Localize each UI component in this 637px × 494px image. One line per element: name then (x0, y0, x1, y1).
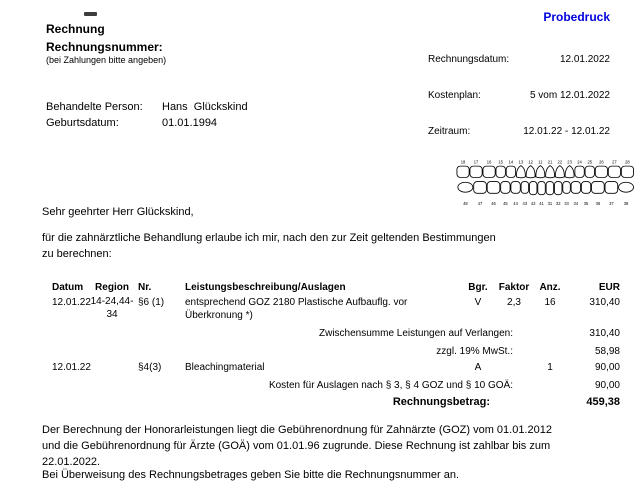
subtotal-value: 310,40 (589, 328, 620, 339)
svg-text:23: 23 (567, 159, 572, 165)
svg-text:35: 35 (583, 201, 589, 207)
row2-datum: 12.01.22 (52, 362, 91, 373)
birthdate-label: Geburtsdatum: (46, 117, 119, 129)
period-value: 12.01.22 - 12.01.22 (523, 126, 610, 137)
row2-bgr: A (474, 362, 482, 373)
page-title: Rechnung (46, 22, 105, 36)
row2-eur: 90,00 (594, 362, 620, 373)
subtotal-label: Zwischensumme Leistungen auf Verlangen: (318, 328, 513, 339)
invoice-date-label: Rechnungsdatum: (428, 54, 510, 65)
vat-value: 58,98 (594, 346, 620, 357)
row2-nr: §4(3) (138, 362, 162, 373)
svg-text:41: 41 (539, 201, 544, 207)
row2-leistung: Bleachingmaterial (185, 362, 265, 373)
row1-region: 14-24,44-34 (90, 296, 134, 320)
col-header-anz: Anz. (539, 282, 561, 293)
dental-chart (456, 156, 634, 210)
patient-name: Hans Glückskind (162, 101, 248, 113)
svg-text:21: 21 (547, 159, 553, 165)
svg-text:36: 36 (595, 201, 601, 207)
row1-eur: 310,40 (589, 297, 620, 308)
col-header-leistung: Leistungsbeschreibung/Auslagen (185, 282, 346, 293)
svg-text:33: 33 (564, 201, 569, 207)
intro-line2: zu berechnen: (42, 248, 112, 260)
svg-text:24: 24 (577, 159, 582, 165)
row1-datum: 12.01.22 (52, 297, 91, 308)
svg-text:34: 34 (573, 201, 579, 207)
probedruck-watermark: Probedruck (543, 10, 610, 24)
print-artifact-mark (84, 12, 97, 16)
svg-text:22: 22 (557, 159, 563, 165)
period-label: Zeitraum: (428, 126, 471, 137)
outlays-label: Kosten für Auslagen nach § 3, § 4 GOZ und § 10 GOÄ: (268, 380, 513, 391)
col-header-region: Region (95, 282, 129, 293)
svg-text:27: 27 (612, 159, 617, 165)
svg-text:28: 28 (625, 159, 630, 165)
invoice-number-hint: (bei Zahlungen bitte angeben) (46, 55, 167, 65)
total-label: Rechnungsbetrag: (392, 396, 490, 408)
svg-text:38: 38 (623, 201, 629, 207)
row1-faktor: 2,3 (507, 297, 521, 308)
svg-text:25: 25 (587, 159, 593, 165)
svg-text:31: 31 (547, 201, 553, 207)
birthdate-value: 01.01.1994 (162, 117, 218, 129)
costplan-value: 5 vom 12.01.2022 (529, 90, 610, 101)
svg-text:47: 47 (477, 201, 483, 207)
total-value: 459,38 (586, 396, 620, 408)
patient-label: Behandelte Person: (46, 101, 143, 113)
col-header-datum: Datum (52, 282, 84, 293)
svg-text:32: 32 (555, 201, 561, 207)
salutation: Sehr geehrter Herr Glückskind, (42, 206, 194, 218)
col-header-faktor: Faktor (498, 282, 530, 293)
row1-leistung: entsprechend GOZ 2180 Plastische Aufbauflg. vor Überkronung *) (185, 297, 408, 321)
svg-text:44: 44 (513, 201, 518, 207)
vat-label: zzgl. 19% MwSt.: (436, 346, 513, 357)
outlays-value: 90,00 (594, 380, 620, 391)
svg-text:48: 48 (463, 201, 468, 207)
row1-nr: §6 (1) (138, 297, 165, 308)
svg-text:37: 37 (609, 201, 614, 207)
svg-text:16: 16 (486, 159, 492, 165)
svg-text:46: 46 (491, 201, 496, 207)
footer-line3: 22.01.2022. (42, 456, 101, 468)
svg-text:14: 14 (508, 159, 514, 165)
invoice-number-label: Rechnungsnummer: (46, 40, 163, 54)
svg-text:18: 18 (460, 159, 466, 165)
intro-line1: für die zahnärztliche Behandlung erlaube ich mir, nach den zur Zeit geltenden Bestimmungen (42, 232, 496, 244)
svg-text:15: 15 (498, 159, 503, 165)
col-header-nr: Nr. (138, 282, 152, 293)
svg-text:13: 13 (518, 159, 524, 165)
svg-text:11: 11 (538, 159, 543, 165)
svg-text:26: 26 (599, 159, 604, 165)
svg-text:17: 17 (473, 159, 479, 165)
svg-text:45: 45 (503, 201, 508, 207)
svg-text:43: 43 (522, 201, 528, 207)
footer-line4: Bei Überweisung des Rechnungsbetrages geben Sie bitte die Rechnungsnummer an. (42, 469, 460, 481)
svg-text:12: 12 (528, 159, 533, 165)
footer-line2: und die Gebührenordnung für Ärzte (GOÄ) vom 01.01.96 zugrunde. Diese Rechnung ist zahlbar bis zum (42, 440, 551, 452)
row1-bgr: V (474, 297, 482, 308)
row1-anz: 16 (544, 297, 556, 308)
col-header-eur: EUR (598, 282, 620, 293)
svg-text:42: 42 (530, 201, 536, 207)
invoice-date-value: 12.01.2022 (559, 54, 610, 65)
row2-anz: 1 (547, 362, 553, 373)
costplan-label: Kostenplan: (428, 90, 481, 101)
col-header-bgr: Bgr. (468, 282, 488, 293)
footer-line1: Der Berechnung der Honorarleistungen liegt die Gebührenordnung für Zahnärzte (GOZ) vom 01.01.2012 (42, 424, 552, 436)
